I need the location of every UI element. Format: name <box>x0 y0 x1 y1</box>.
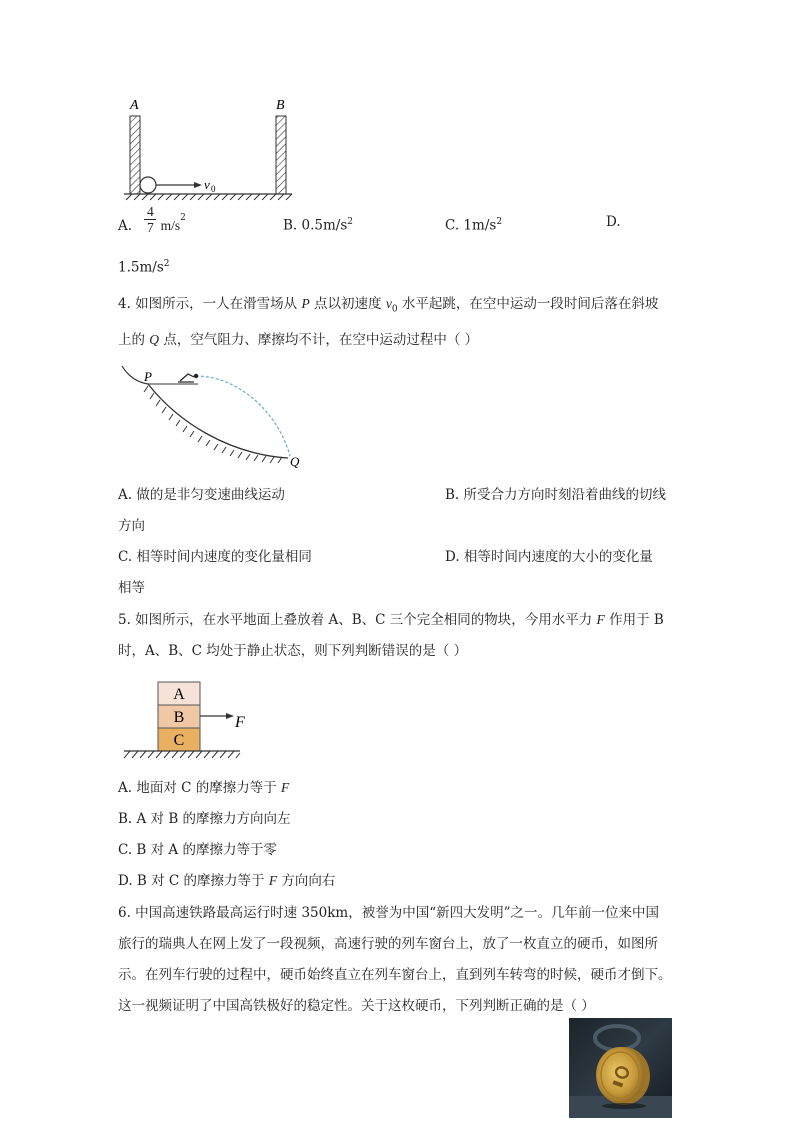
force-arrowhead <box>226 713 234 719</box>
fig-label-q: Q <box>290 454 300 469</box>
wall-b <box>276 116 286 194</box>
q4-option-b-cont: 方向 <box>118 518 145 534</box>
coin-shadow <box>602 1103 646 1109</box>
ski-slope-figure <box>118 362 308 472</box>
label-a: A <box>130 98 139 113</box>
q6-line-1: 6. 中国高速铁路最高运行时速 350km，被誉为中国“新四大发明”之一。几年前一位来中国 <box>118 905 660 921</box>
q4-line-2 <box>118 330 478 350</box>
q3-option-c <box>445 212 502 236</box>
q5-line-1-f: F <box>596 612 605 627</box>
q6-line-3: 示。在列车行驶的过程中，硬币始终直立在列车窗台上，直到列车转弯的时候，硬币才倒下。 <box>118 967 672 983</box>
q3-option-a-unit: m/s <box>160 217 181 233</box>
q3-option-a-prefix: A. <box>118 217 133 234</box>
velocity-subscript: 0 <box>211 184 216 194</box>
wall-a <box>130 116 140 194</box>
trajectory <box>196 376 290 456</box>
q3-option-d-value-text: 1.5m/s <box>118 259 164 276</box>
slope-hatch <box>144 386 282 463</box>
q4-option-d: D. 相等时间内速度的大小的变化量 <box>445 549 653 565</box>
q4-line-1-b: 点以初速度 <box>309 296 386 312</box>
q5-option-a-text: A. 地面对 C 的摩擦力等于 <box>118 780 282 796</box>
q3-option-d-value-sup: 2 <box>163 259 170 269</box>
ground-hatch <box>126 194 292 200</box>
q6-line-4: 这一视频证明了中国高铁极好的稳定性。关于这枚硬币，下列判断正确的是（ ） <box>118 998 595 1014</box>
ball <box>140 177 156 193</box>
q5-option-d <box>118 871 335 891</box>
block-a-label: A <box>173 686 185 703</box>
q3-option-a-numerator: 4 <box>146 204 154 219</box>
coin-photo <box>569 1018 672 1118</box>
skier-head <box>194 374 198 378</box>
q3-option-b-text: B. 0.5m/s <box>283 217 348 234</box>
q5-option-d-f: F <box>268 873 278 888</box>
q5-line-1-b: 作用于 B <box>604 612 664 628</box>
q3-option-a-fraction <box>144 204 156 235</box>
q4-line-2-b: 点，空气阻力、摩擦均不计，在空中运动过程中（ ） <box>159 332 479 348</box>
q6-line-2: 旅行的瑞典人在网上发了一段视频，高速行驶的列车窗台上，放了一枚直立的硬币，如图所 <box>118 936 658 952</box>
q4-line-2-a: 上的 <box>118 332 150 348</box>
q3-option-c-text: C. 1m/s <box>445 217 497 234</box>
walls-figure <box>118 92 298 202</box>
q4-line-1-c: 水平起跳，在空中运动一段时间后落在斜坡 <box>397 296 659 312</box>
q3-option-d-value <box>118 254 169 278</box>
q4-option-a: A. 做的是非匀变速曲线运动 <box>118 487 285 503</box>
label-b: B <box>276 98 285 113</box>
slope-surface <box>148 384 288 458</box>
q4-option-d-cont: 相等 <box>118 580 145 596</box>
coin-face <box>596 1047 644 1103</box>
q3-option-b-sup: 2 <box>347 217 353 227</box>
force-label: F <box>235 714 245 731</box>
q4-line-1-a: 4. 如图所示，一人在滑雪场从 <box>118 296 302 312</box>
block-c-label: C <box>173 732 185 749</box>
floor-hatch <box>124 751 240 758</box>
q3-option-a-sup: 2 <box>180 213 186 223</box>
q5-option-c: C. B 对 A 的摩擦力等于零 <box>118 842 277 858</box>
q5-option-b: B. A 对 B 的摩擦力方向向左 <box>118 811 291 827</box>
q4-line-2-q: Q <box>149 332 160 347</box>
velocity-arrowhead <box>194 182 202 188</box>
q3-option-b <box>283 212 353 236</box>
velocity-label: v <box>204 177 210 192</box>
block-b-label: B <box>173 709 185 726</box>
q5-option-d-text: D. B 对 C 的摩擦力等于 <box>118 873 269 889</box>
q5-option-a-f: F <box>281 780 290 795</box>
q5-line-2: 时，A、B、C 均处于静止状态，则下列判断错误的是（ ） <box>118 643 468 659</box>
q3-option-c-sup: 2 <box>496 217 503 227</box>
q4-line-1-p: P <box>301 296 310 311</box>
q4-option-b: B. 所受合力方向时刻沿着曲线的切线 <box>445 487 667 503</box>
q5-option-d-tail: 方向向右 <box>277 873 336 889</box>
q3-option-a-denominator: 7 <box>146 220 154 235</box>
q3-option-d: D. <box>606 214 621 230</box>
q4-option-c: C. 相等时间内速度的变化量相同 <box>118 549 312 565</box>
stacked-blocks-figure <box>120 678 260 762</box>
q5-line-1 <box>118 610 664 630</box>
skier-icon <box>178 374 194 382</box>
q5-line-1-a: 5. 如图所示，在水平地面上叠放着 A、B、C 三个完全相同的物块，今用水平力 <box>118 612 597 628</box>
q4-line-1-v-sub: 0 <box>391 304 398 315</box>
q4-line-1-v: v <box>385 296 392 311</box>
fig-label-p: P <box>144 369 152 384</box>
q5-option-a <box>118 778 289 798</box>
q3-option-a <box>118 204 186 242</box>
q4-line-1 <box>118 294 658 320</box>
